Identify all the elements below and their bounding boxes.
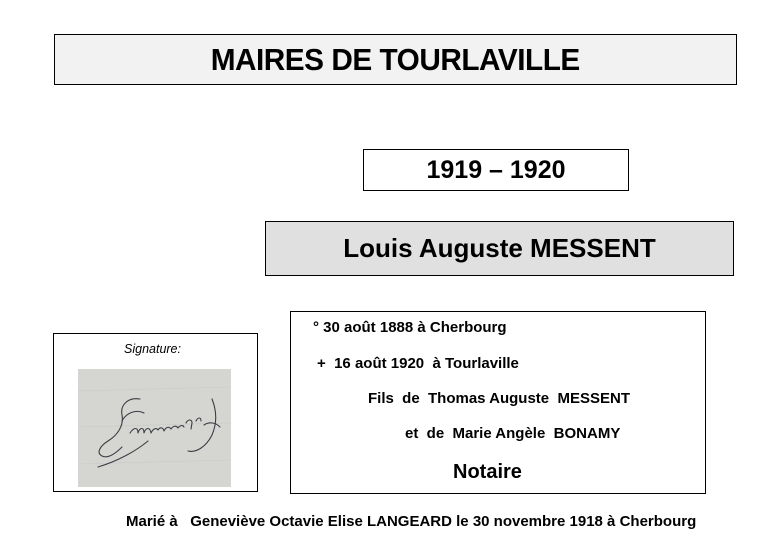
signature-image bbox=[78, 369, 231, 487]
title-box bbox=[54, 34, 737, 85]
mother-line: et de Marie Angèle BONAMY bbox=[405, 425, 621, 442]
term-years: 1919 – 1920 bbox=[426, 155, 566, 184]
father-line: Fils de Thomas Auguste MESSENT bbox=[368, 390, 630, 407]
profession-line: Notaire bbox=[453, 461, 522, 483]
term-years-box bbox=[363, 149, 629, 191]
page-title: MAIRES DE TOURLAVILLE bbox=[210, 41, 581, 77]
mayor-name-box bbox=[265, 221, 734, 276]
signature-box bbox=[53, 333, 258, 492]
birth-line: ° 30 août 1888 à Cherbourg bbox=[313, 319, 507, 336]
signature-label: Signature: bbox=[124, 342, 181, 356]
mayor-details-box bbox=[290, 311, 706, 494]
mayor-name: Louis Auguste MESSENT bbox=[343, 233, 656, 263]
death-line: + 16 août 1920 à Tourlaville bbox=[317, 355, 519, 372]
marriage-line: Marié à Geneviève Octavie Elise LANGEARD le 30 novembre 1918 à Cherbourg bbox=[126, 513, 697, 530]
